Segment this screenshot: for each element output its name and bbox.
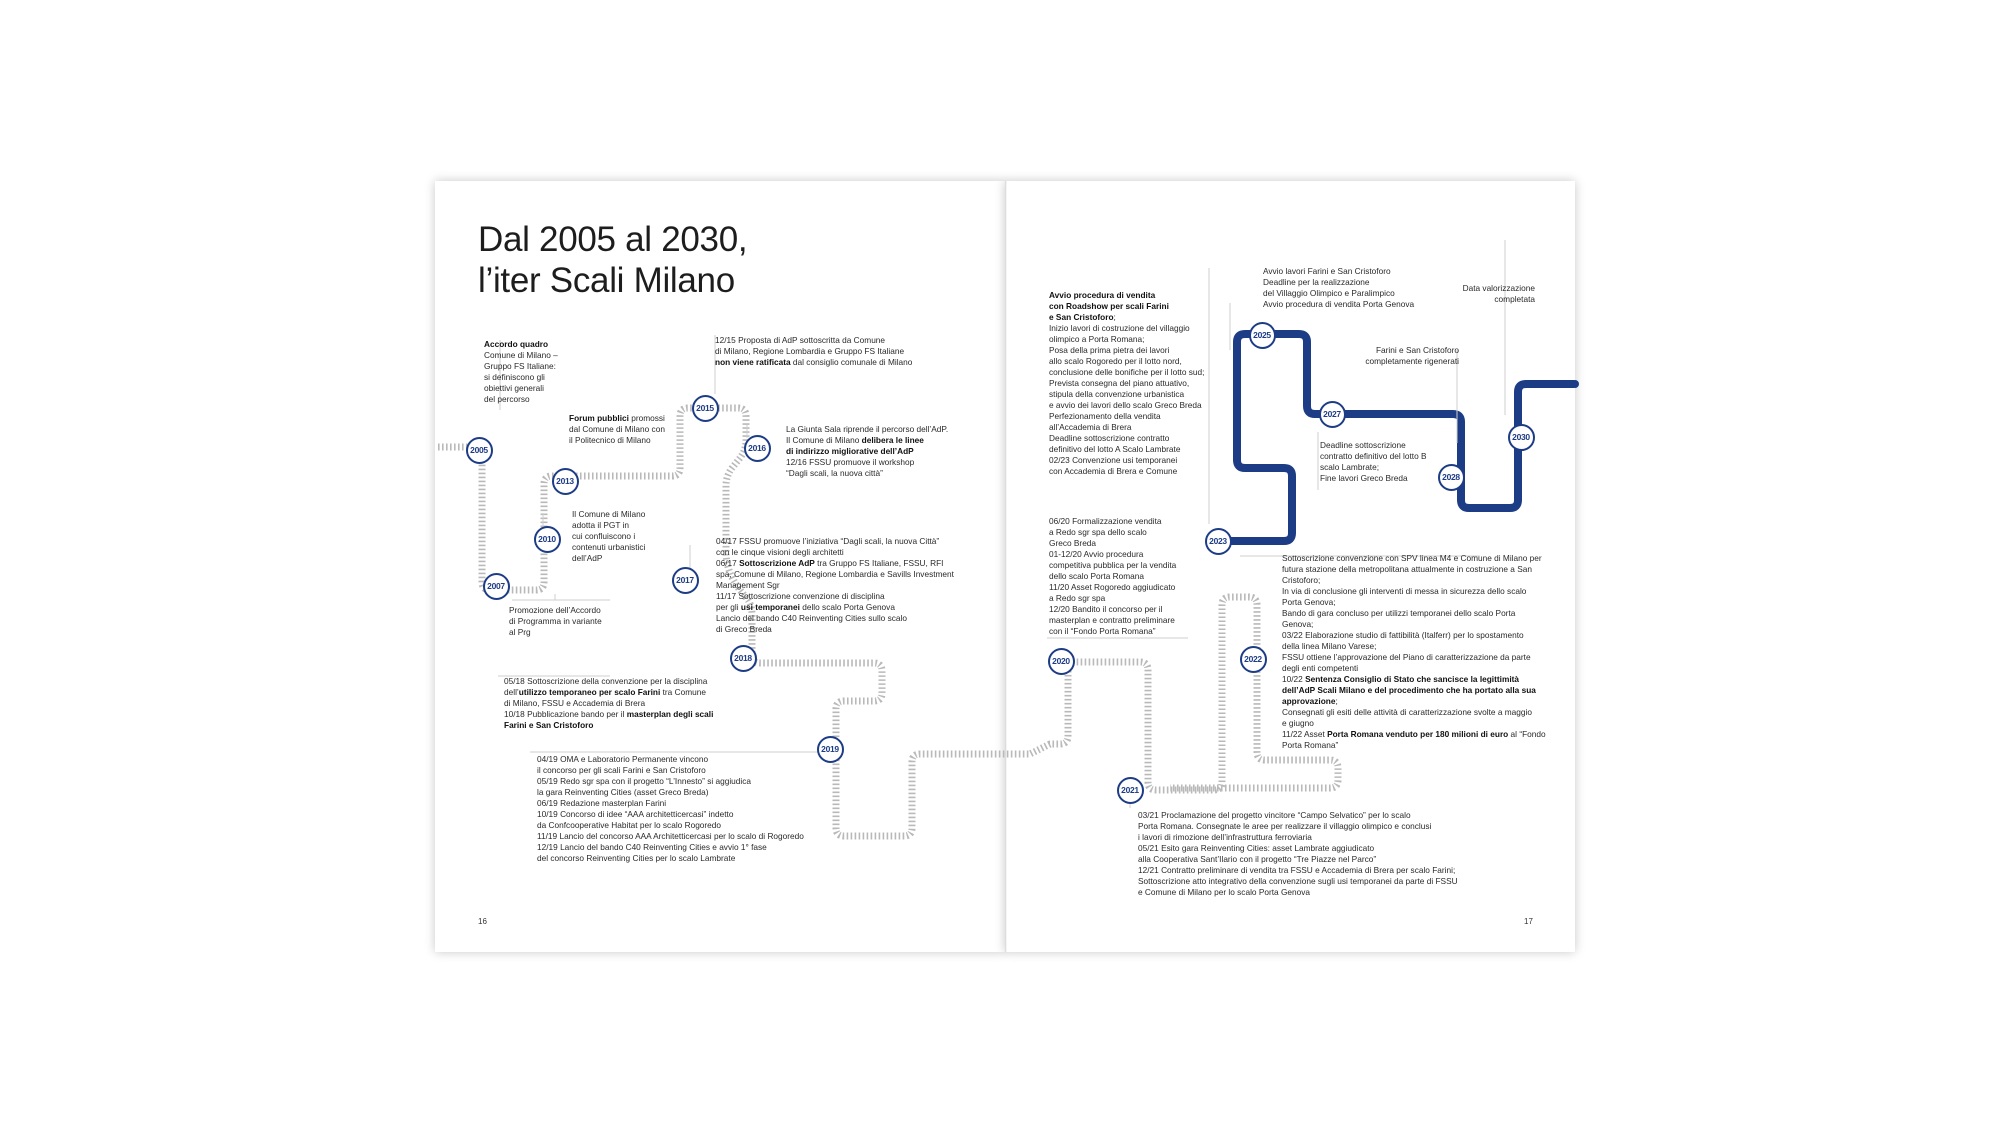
note-line (715, 346, 912, 357)
note-text: Inizio lavori di costruzione del villaggio (1049, 323, 1190, 333)
note-line (1263, 277, 1414, 288)
note-text: obiettivi generali (484, 383, 544, 393)
year-marker-2013: 2013 (552, 468, 579, 495)
note-text: La Giunta Sala riprende il percorso dell’AdP. (786, 424, 949, 434)
note-line (1049, 411, 1204, 422)
note-text: stipula della convenzione urbanistica (1049, 389, 1185, 399)
note-text: di Milano, Regione Lombardia e Gruppo FS Italiane (715, 346, 905, 356)
note-text: per gli (716, 602, 741, 612)
note-line (716, 624, 954, 635)
note-text: degli enti competenti (1282, 663, 1359, 673)
page-title (478, 219, 747, 301)
note-2027 (1320, 440, 1427, 484)
note-2022 (1282, 553, 1546, 751)
note-bold-text: Sottoscrizione AdP (739, 558, 815, 568)
note-line (537, 765, 804, 776)
note-line (572, 509, 645, 520)
note-text: con le cinque visioni degli architetti (716, 547, 844, 557)
note-text: contratto definitivo del lotto B (1320, 451, 1427, 461)
note-text: la gara Reinventing Cities (asset Greco Breda) (537, 787, 709, 797)
note-line (786, 457, 948, 468)
note-line (1049, 444, 1204, 455)
note-text: 11/17 Sottoscrizione convenzione di disciplina (716, 591, 885, 601)
note-text: 11/20 Asset Rogoredo aggiudicato (1049, 582, 1176, 592)
note-line (716, 569, 954, 580)
note-line (1282, 586, 1546, 597)
note-text: 05/21 Esito gara Reinventing Cities: asset Lambrate aggiudicato (1138, 843, 1375, 853)
note-text: Avvio procedura di vendita Porta Genova (1263, 299, 1415, 309)
note-line (1138, 810, 1458, 821)
note-line (1359, 345, 1459, 356)
note-line (716, 613, 954, 624)
note-text: e avvio dei lavori dello scalo Greco Breda (1049, 400, 1202, 410)
note-line (786, 424, 948, 435)
note-line (1263, 288, 1414, 299)
note-bold-text: Farini e San Cristoforo (504, 720, 594, 730)
note-line (1049, 571, 1176, 582)
note-text: 01-12/20 Avvio procedura (1049, 549, 1144, 559)
note-line (572, 531, 645, 542)
note-text: FSSU ottiene l’approvazione del Piano di caratterizzazione da parte (1282, 652, 1531, 662)
note-line (484, 372, 558, 383)
year-marker-2027: 2027 (1319, 401, 1346, 428)
year-marker-2017: 2017 (672, 567, 699, 594)
note-text: 12/19 Lancio del bando C40 Reinventing Cities e avvio 1° fase (537, 842, 767, 852)
note-line (1049, 560, 1176, 571)
note-text: si definiscono gli (484, 372, 545, 382)
note-text: contenuti urbanistici (572, 542, 646, 552)
note-line (569, 413, 665, 424)
note-line (1049, 378, 1204, 389)
note-bold-text: Forum pubblici (569, 413, 629, 423)
note-text: a Redo sgr spa (1049, 593, 1106, 603)
note-line (716, 547, 954, 558)
note-text: 06/20 Formalizzazione vendita (1049, 516, 1162, 526)
note-text: della linea Milano Varese; (1282, 641, 1377, 651)
note-2021 (1138, 810, 1458, 898)
note-line (716, 580, 954, 591)
note-text: futura stazione della metropolitana attualmente in costruzione a San (1282, 564, 1532, 574)
note-line (569, 424, 665, 435)
note-text: Perfezionamento della vendita (1049, 411, 1161, 421)
year-marker-2022: 2022 (1240, 646, 1267, 673)
note-line (1049, 615, 1176, 626)
note-text: Deadline per la realizzazione (1263, 277, 1370, 287)
note-2030 (1455, 283, 1535, 305)
note-line (1049, 538, 1176, 549)
note-line (786, 435, 948, 446)
note-line (537, 842, 804, 853)
note-line (1138, 854, 1458, 865)
note-bold-text: Accordo quadro (484, 339, 549, 349)
note-line (1282, 575, 1546, 586)
note-line (537, 853, 804, 864)
note-text: “Dagli scali, la nuova città” (786, 468, 883, 478)
note-text: Lancio del bando C40 Reinventing Cities sullo scalo (716, 613, 907, 623)
year-marker-2028: 2028 (1438, 464, 1465, 491)
note-text: In via di conclusione gli interventi di messa in sicurezza dello scalo (1282, 586, 1527, 596)
note-line (572, 542, 645, 553)
note-text: del percorso (484, 394, 530, 404)
note-text: Management Sgr (716, 580, 780, 590)
note-line (1320, 462, 1427, 473)
note-line (572, 553, 645, 564)
note-text: 10/19 Concorso di idee “AAA architetticercasi” indetto (537, 809, 734, 819)
note-line (537, 798, 804, 809)
year-marker-2020: 2020 (1048, 648, 1075, 675)
note-line (1282, 685, 1546, 696)
note-text: 10/18 Pubblicazione bando per il (504, 709, 627, 719)
note-line (1049, 527, 1176, 538)
note-text: masterplan e contratto preliminare (1049, 615, 1175, 625)
note-line (1049, 301, 1204, 312)
note-2020 (1049, 516, 1176, 637)
note-line (1263, 266, 1414, 277)
note-text: adotta il PGT in (572, 520, 630, 530)
note-text: con il “Fondo Porta Romana” (1049, 626, 1156, 636)
note-line (1282, 740, 1546, 751)
note-text: Prevista consegna del piano attuativo, (1049, 378, 1190, 388)
note-line (504, 676, 713, 687)
note-text: spa, Comune di Milano, Regione Lombardia e Savills Investment (716, 569, 954, 579)
note-line (537, 776, 804, 787)
note-line (716, 536, 954, 547)
note-line (1049, 389, 1204, 400)
note-text: 12/16 FSSU promuove il workshop (786, 457, 915, 467)
note-text: definitivo del lotto A Scalo Lambrate (1049, 444, 1181, 454)
note-text: completata (1494, 294, 1535, 304)
note-line (1049, 345, 1204, 356)
note-line (1282, 553, 1546, 564)
note-line (1263, 299, 1414, 310)
note-line (1049, 626, 1176, 637)
note-line (1138, 887, 1458, 898)
note-text: di Greco Breda (716, 624, 772, 634)
note-text: da Confcooperative Habitat per lo scalo Rogoredo (537, 820, 722, 830)
year-marker-2019: 2019 (817, 736, 844, 763)
note-text: dell’ (504, 687, 519, 697)
note-2007 (509, 605, 602, 638)
note-line (1049, 593, 1176, 604)
note-text: 03/21 Proclamazione del progetto vincitore “Campo Selvatico” per lo scalo (1138, 810, 1411, 820)
year-marker-2015: 2015 (692, 395, 719, 422)
page-number-left: 16 (478, 917, 487, 926)
note-text: a Redo sgr spa dello scalo (1049, 527, 1147, 537)
note-line (1049, 312, 1204, 323)
note-text: Promozione dell’Accordo (509, 605, 601, 615)
note-bold-text: Sentenza Consiglio di Stato che sancisce la legittimità (1305, 674, 1520, 684)
note-text: allo scalo Rogoredo per il lotto nord, (1049, 356, 1182, 366)
note-line (1282, 729, 1546, 740)
note-text: dal consiglio comunale di Milano (790, 357, 913, 367)
note-line (1455, 294, 1535, 305)
note-line (569, 435, 665, 446)
note-line (1282, 564, 1546, 575)
title-line-2: l’iter Scali Milano (478, 261, 735, 300)
note-text: scalo Lambrate; (1320, 462, 1380, 472)
note-text: Deadline sottoscrizione contratto (1049, 433, 1170, 443)
note-text: del concorso Reinventing Cities per lo scalo Lambrate (537, 853, 736, 863)
note-line (1049, 455, 1204, 466)
year-marker-2030: 2030 (1508, 424, 1535, 451)
note-line (509, 627, 602, 638)
note-2028 (1359, 345, 1459, 367)
note-line (1282, 641, 1546, 652)
note-line (484, 350, 558, 361)
note-line (504, 720, 713, 731)
note-text: dal Comune di Milano con (569, 424, 665, 434)
note-text: 06/17 (716, 558, 740, 568)
note-line (1049, 323, 1204, 334)
note-line (1455, 283, 1535, 294)
note-line (716, 602, 954, 613)
note-text: Il Comune di Milano (572, 509, 646, 519)
note-line (1138, 865, 1458, 876)
note-text: i lavori di rimozione dell’infrastruttura ferroviaria (1138, 832, 1312, 842)
note-line (537, 787, 804, 798)
note-line (484, 383, 558, 394)
note-2013 (569, 413, 665, 446)
note-bold-text: delibera le linee (861, 435, 924, 445)
note-text: Il Comune di Milano (786, 435, 862, 445)
note-line (1359, 356, 1459, 367)
note-line (1282, 696, 1546, 707)
note-text: tra Gruppo FS Italiane, FSSU, RFI (814, 558, 944, 568)
title-line-1: Dal 2005 al 2030, (478, 220, 748, 259)
note-line (1282, 630, 1546, 641)
note-text: Porta Romana. Consegnate le aree per realizzare il villaggio olimpico e conclusi (1138, 821, 1432, 831)
note-bold-text: dell’AdP Scali Milano e del procedimento che ha portato alla sua (1282, 685, 1536, 695)
note-text: di Milano, FSSU e Accademia di Brera (504, 698, 646, 708)
note-line (1049, 356, 1204, 367)
note-text: Avvio lavori Farini e San Cristoforo (1263, 266, 1391, 276)
note-text: Fine lavori Greco Breda (1320, 473, 1408, 483)
note-bold-text: approvazione (1282, 696, 1336, 706)
note-line (484, 394, 558, 405)
note-bold-text: masterplan degli scali (626, 709, 714, 719)
note-text: Sottoscrizione convenzione con SPV linea M4 e Comune di Milano per (1282, 553, 1542, 563)
note-text: competitiva pubblica per la vendita (1049, 560, 1177, 570)
note-bold-text: e San Cristoforo (1049, 312, 1114, 322)
note-line (1282, 652, 1546, 663)
note-text: ; (1335, 696, 1338, 706)
note-bold-text: utilizzo temporaneo per scalo Farini (518, 687, 661, 697)
note-line (1049, 400, 1204, 411)
note-text: cui confluiscono i (572, 531, 636, 541)
note-bold-text: Avvio procedura di vendita (1049, 290, 1156, 300)
note-text: completamente rigenerati (1365, 356, 1459, 366)
note-text: Comune di Milano – (484, 350, 558, 360)
note-line (1138, 821, 1458, 832)
note-line (1138, 832, 1458, 843)
year-marker-2023: 2023 (1205, 528, 1232, 555)
note-line (1049, 466, 1204, 477)
note-text: Genova; (1282, 619, 1314, 629)
note-line (537, 754, 804, 765)
note-line (1282, 718, 1546, 729)
note-line (1282, 619, 1546, 630)
year-marker-2016: 2016 (744, 435, 771, 462)
note-line (786, 468, 948, 479)
year-marker-2005: 2005 (466, 437, 493, 464)
note-text: Gruppo FS Italiane: (484, 361, 556, 371)
note-text: 03/22 Elaborazione studio di fattibilità (Italferr) per lo spostamento (1282, 630, 1524, 640)
note-line (715, 357, 912, 368)
year-marker-2018: 2018 (730, 645, 757, 672)
note-2019 (537, 754, 804, 864)
year-marker-2010: 2010 (534, 526, 561, 553)
note-text: di Programma in variante (509, 616, 602, 626)
note-text: del Villaggio Olimpico e Paralimpico (1263, 288, 1395, 298)
note-line (1049, 367, 1204, 378)
year-marker-2021: 2021 (1117, 777, 1144, 804)
note-2018 (504, 676, 713, 731)
note-line (1049, 334, 1204, 345)
note-text: tra Comune (660, 687, 706, 697)
note-text: 02/23 Convenzione usi temporanei (1049, 455, 1178, 465)
note-text: 05/19 Redo sgr spa con il progetto “L’Innesto” si aggiudica (537, 776, 752, 786)
note-text: 06/19 Redazione masterplan Farini (537, 798, 667, 808)
note-2023 (1049, 290, 1204, 477)
note-text: e Comune di Milano per lo scalo Porta Genova (1138, 887, 1311, 897)
note-2017 (716, 536, 954, 635)
year-marker-2007: 2007 (483, 573, 510, 600)
note-line (572, 520, 645, 531)
note-line (1049, 290, 1204, 301)
note-text: promossi (628, 413, 665, 423)
note-text: Porta Romana” (1282, 740, 1339, 750)
note-line (716, 558, 954, 569)
note-line (484, 339, 558, 350)
note-line (509, 616, 602, 627)
note-line (1049, 516, 1176, 527)
note-line (1320, 440, 1427, 451)
note-line (504, 709, 713, 720)
note-text: 12/20 Bandito il concorso per il (1049, 604, 1163, 614)
note-line (1049, 582, 1176, 593)
note-text: Sottoscrizione atto integrativo della convenzione sugli usi temporanei da parte di FSSU (1138, 876, 1458, 886)
note-line (1320, 473, 1427, 484)
note-text: e giugno (1282, 718, 1314, 728)
note-text: 11/19 Lancio del concorso AAA Architetticercasi per lo scalo di Rogoredo (537, 831, 804, 841)
note-line (509, 605, 602, 616)
note-line (786, 446, 948, 457)
note-line (537, 831, 804, 842)
note-text: il Politecnico di Milano (569, 435, 651, 445)
note-line (1049, 604, 1176, 615)
note-2005 (484, 339, 558, 405)
note-line (504, 698, 713, 709)
note-text: Cristoforo; (1282, 575, 1321, 585)
note-bold-text: con Roadshow per scali Farini (1049, 301, 1169, 311)
note-line (1282, 707, 1546, 718)
note-line (1049, 433, 1204, 444)
note-text: dell’AdP (572, 553, 603, 563)
note-text: 04/19 OMA e Laboratorio Permanente vincono (537, 754, 709, 764)
note-text: dello scalo Porta Genova (799, 602, 895, 612)
note-line (1049, 422, 1204, 433)
note-text: 12/15 Proposta di AdP sottoscritta da Comune (715, 335, 886, 345)
note-text: alla Cooperativa Sant’Ilario con il progetto “Tre Piazze nel Parco” (1138, 854, 1377, 864)
note-bold-text: usi temporanei (740, 602, 800, 612)
note-line (716, 591, 954, 602)
note-text: 04/17 FSSU promuove l’iniziativa “Dagli scali, la nuova Città” (716, 536, 940, 546)
note-2010 (572, 509, 645, 564)
note-line (1282, 597, 1546, 608)
note-text: con Accademia di Brera e Comune (1049, 466, 1178, 476)
note-text: Consegnati gli esiti delle attività di caratterizzazione svolte a maggio (1282, 707, 1532, 717)
note-text: 10/22 (1282, 674, 1306, 684)
note-bold-text: di indirizzo migliorative dell’AdP (786, 446, 914, 456)
note-2016 (786, 424, 948, 479)
note-2015 (715, 335, 912, 368)
note-text: all’Accademia di Brera (1049, 422, 1132, 432)
note-line (504, 687, 713, 698)
note-text: Posa della prima pietra dei lavori (1049, 345, 1170, 355)
note-text: Bando di gara concluso per utilizzi temporanei dello scalo Porta (1282, 608, 1516, 618)
note-line (537, 809, 804, 820)
note-line (1282, 608, 1546, 619)
note-line (1138, 876, 1458, 887)
note-line (715, 335, 912, 346)
note-line (484, 361, 558, 372)
note-text: Greco Breda (1049, 538, 1097, 548)
note-line (537, 820, 804, 831)
note-text: dello scalo Porta Romana (1049, 571, 1145, 581)
note-bold-text: non viene ratificata (715, 357, 791, 367)
note-text: 11/22 Asset (1282, 729, 1328, 739)
page-number-right: 17 (1524, 917, 1533, 926)
note-text: il concorso per gli scali Farini e San Cristoforo (537, 765, 706, 775)
note-line (1282, 674, 1546, 685)
note-text: Deadline sottoscrizione (1320, 440, 1406, 450)
note-text: al “Fondo (1508, 729, 1546, 739)
note-text: olimpico a Porta Romana; (1049, 334, 1145, 344)
note-text: Porta Genova; (1282, 597, 1336, 607)
note-text: Data valorizzazione (1462, 283, 1535, 293)
note-text: conclusione delle bonifiche per il lotto sud; (1049, 367, 1205, 377)
note-line (1282, 663, 1546, 674)
note-text: 05/18 Sottoscrizione della convenzione per la disciplina (504, 676, 708, 686)
note-line (1320, 451, 1427, 462)
note-bold-text: Porta Romana venduto per 180 milioni di euro (1327, 729, 1509, 739)
note-text: Farini e San Cristoforo (1375, 345, 1459, 355)
note-text: 12/21 Contratto preliminare di vendita tra FSSU e Accademia di Brera per scalo Farini; (1138, 865, 1456, 875)
year-marker-2025: 2025 (1249, 322, 1276, 349)
note-line (1049, 549, 1176, 560)
note-2025 (1263, 266, 1414, 310)
note-text: al Prg (509, 627, 531, 637)
note-text: ; (1113, 312, 1116, 322)
note-line (1138, 843, 1458, 854)
